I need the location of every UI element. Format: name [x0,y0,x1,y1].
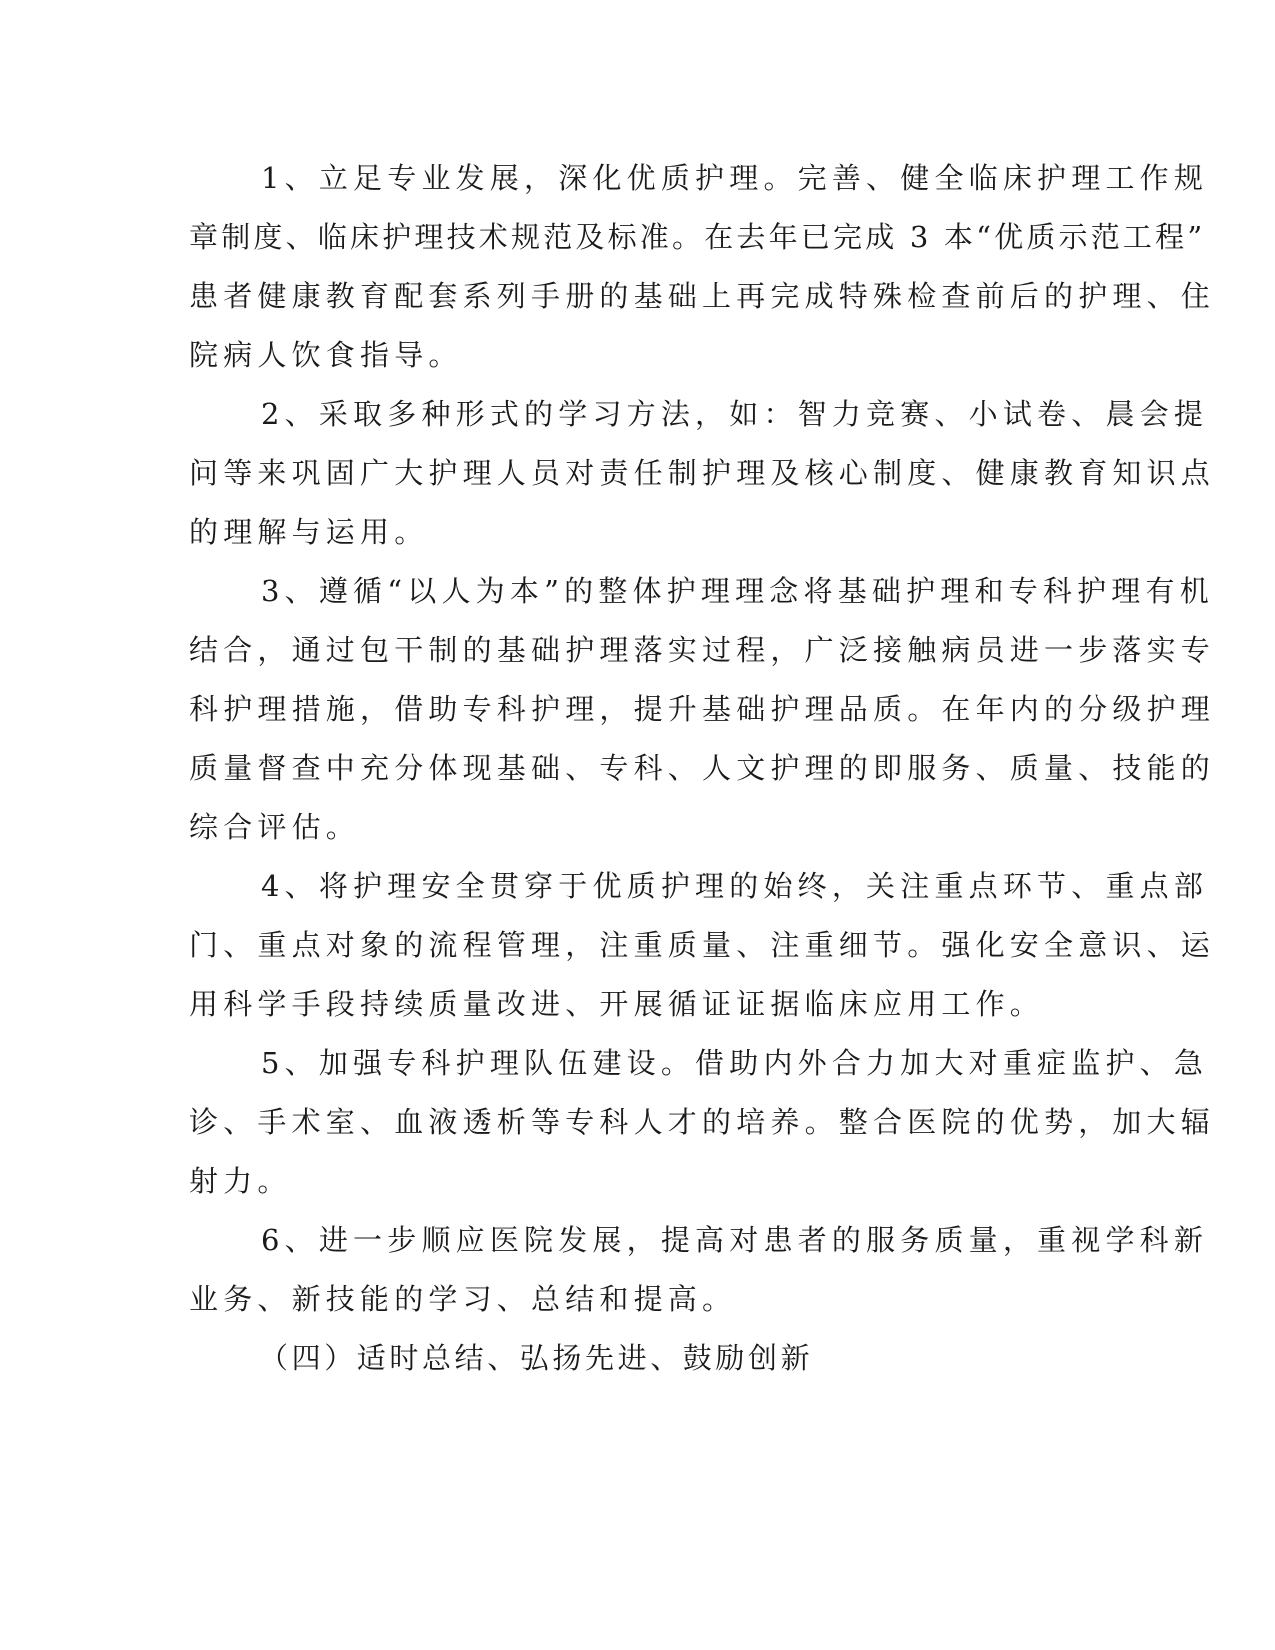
paragraph-4-line-1: 4、将护理安全贯穿于优质护理的始终，关注重点环节、重点部 [261,869,1209,903]
paragraph-1-line-1: 1、立足专业发展，深化优质护理。完善、健全临床护理工作规 [261,161,1209,195]
paragraph-6-line-2: 业务、新技能的学习、总结和提高。 [189,1282,737,1316]
paragraph-5-line-2: 诊、手术室、血液透析等专科人才的培养。整合医院的优势，加大辐 [189,1105,1216,1139]
paragraph-3-line-3: 科护理措施，借助专科护理，提升基础护理品质。在年内的分级护理 [189,692,1216,726]
paragraph-3-line-5: 综合评估。 [189,810,361,844]
paragraph-6-line-1: 6、进一步顺应医院发展，提高对患者的服务质量，重视学科新 [261,1223,1209,1257]
paragraph-5-line-1: 5、加强专科护理队伍建设。借助内外合力加大对重症监护、急 [261,1046,1209,1080]
paragraph-1-line-2: 章制度、临床护理技术规范及标准。在去年已完成 3 本“优质示范工程” [189,220,1206,254]
paragraph-1-line-3: 患者健康教育配套系列手册的基础上再完成特殊检查前后的护理、住 [189,279,1216,313]
paragraph-3-line-2: 结合，通过包干制的基础护理落实过程，广泛接触病员进一步落实专 [189,633,1216,667]
paragraph-4-line-2: 门、重点对象的流程管理，注重质量、注重细节。强化安全意识、运 [189,928,1216,962]
paragraph-3-line-4: 质量督查中充分体现基础、专科、人文护理的即服务、质量、技能的 [189,751,1216,785]
paragraph-2-line-2: 问等来巩固广大护理人员对责任制护理及核心制度、健康教育知识点 [189,456,1216,490]
paragraph-5-line-3: 射力。 [189,1164,292,1198]
section-heading: （四）适时总结、弘扬先进、鼓励创新 [259,1341,814,1375]
paragraph-4-line-3: 用科学手段持续质量改进、开展循证证据临床应用工作。 [189,987,1045,1021]
paragraph-2-line-1: 2、采取多种形式的学习方法，如：智力竞赛、小试卷、晨会提 [261,397,1209,431]
paragraph-3-line-1: 3、遵循“以人为本”的整体护理理念将基础护理和专科护理有机 [261,574,1214,608]
paragraph-2-line-3: 的理解与运用。 [189,515,429,549]
paragraph-1-line-4: 院病人饮食指导。 [189,338,463,372]
